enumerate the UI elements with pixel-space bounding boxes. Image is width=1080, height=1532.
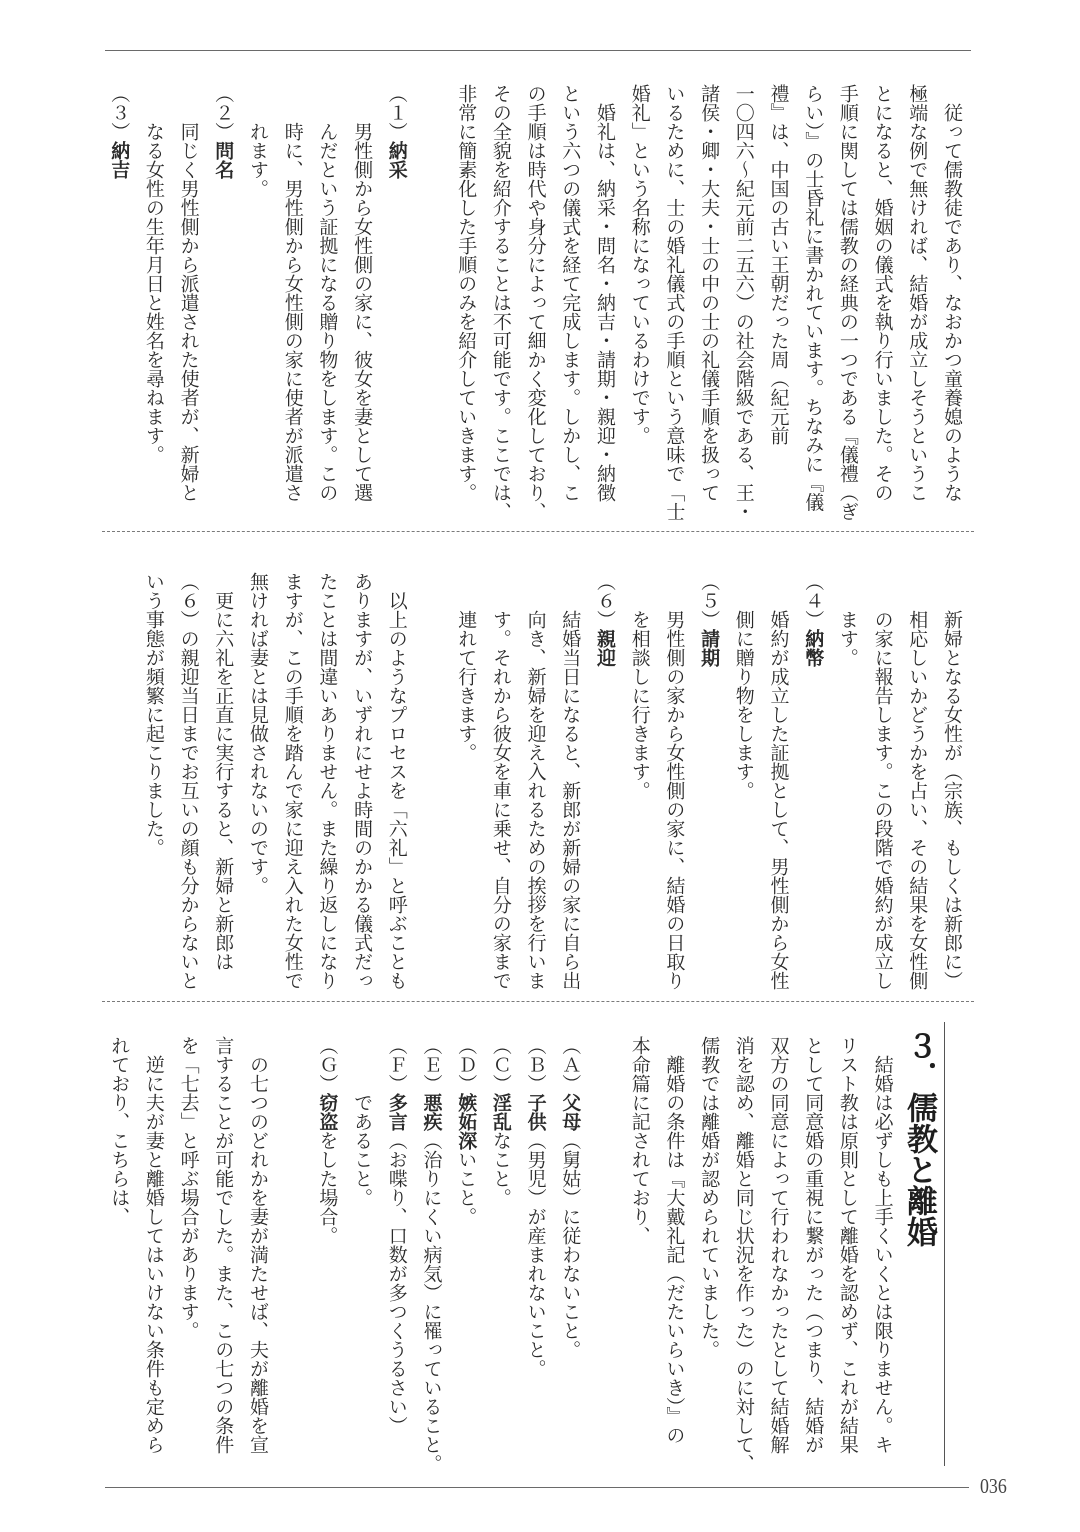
text-column: 男性側の家から女性側の家に、結婚の日取り [663,610,686,990]
text-column: であること。 [351,1093,374,1207]
list-item-marker: （６） [594,572,616,629]
list-item [385,1036,409,1435]
text-column: 向き、新婦を迎え入れるための挨拶を行いま [524,610,547,990]
text-column: 連れて行きます。 [455,610,478,762]
text-column: 時に、男性側から女性側の家に使者が派遣さ [281,122,304,502]
section-divider [102,1001,974,1002]
text-column: の七つのどれかを妻が満たせば、夫が離婚を宣 [247,1055,269,1454]
text-column: 逆に夫が妻と離婚してはいけない条件も定めら [142,1055,165,1454]
text-column: れます。 [247,122,269,198]
list-item-title: 悪疾 [420,1093,443,1131]
list-item [697,572,721,667]
text-column: 極端な例で無ければ、結婚が成立しそうというこ [906,84,929,502]
list-item-rest: （舅姑）に従わないこと。 [559,1131,582,1359]
text-column: 消を認め、離婚と同じ状況を作った）のに対して、 [732,1036,755,1473]
text-column: （６）の親迎当日までお互いの顔も分からないと [177,572,200,990]
text-column: 言することが可能でした。また、この七つの条件 [212,1036,235,1454]
list-item-rest: （治りにくい病気）に罹っていること。 [420,1131,443,1473]
list-item-title: 子供 [524,1093,547,1131]
text-column: とになると、婚姻の儀式を執り行いました。その [871,84,894,502]
list-item [211,84,235,179]
text-column: 相応しいかどうかを占い、その結果を女性側 [906,610,929,990]
list-item-title: 親迎 [594,629,616,667]
text-column: いう事態が頻繁に起こりました。 [142,572,165,857]
text-column: なる女性の生年月日と姓名を尋ねます。 [142,122,165,464]
section-divider [102,531,974,532]
text-column: 側に贈り物をします。 [732,610,755,800]
text-column: 儒教では離婚が認められていました。 [698,1036,721,1359]
text-column: 婚礼」という名称になっているわけです。 [628,84,651,445]
text-column: ます。 [836,610,859,667]
text-column: 本命篇に記されており、 [628,1036,651,1245]
list-item [385,84,409,179]
text-column: 新婦となる女性が（宗族、もしくは新郎に） [941,610,963,990]
text-column: を相談しに行きます。 [628,610,651,800]
top-rule [105,50,971,51]
text-column: んだという証拠になる贈り物をします。この [316,122,339,502]
text-column: の手順は時代や身分によって細かく変化しており、 [524,84,547,521]
list-item-title: 納采 [385,141,408,179]
list-item [420,1036,444,1473]
list-item-rest: いこと。 [455,1150,478,1226]
text-column: らい）』の士昏礼に書かれています。ちなみに『儀 [802,84,825,512]
text-column: たことは間違いありません。また繰り返しになり [316,572,339,990]
text-column: 手順に関しては儒教の経典の一つである『儀禮（ぎ [836,84,859,521]
list-item-marker: （４） [802,572,825,629]
text-column: ますが、この手順を踏んで家に迎え入れた女性で [281,572,304,990]
text-column: 同じく男性側から派遣された使者が、新婦と [177,122,200,502]
list-item [315,1036,339,1245]
list-item-rest: （お喋り、口数が多つくうるさい） [385,1131,408,1435]
text-column: 婚約が成立した証拠として、男性側から女性 [767,610,790,990]
list-item [454,1036,478,1226]
text-column: 双方の同意によって行われなかったとして結婚解 [767,1036,790,1454]
list-item-marker: （５） [698,572,721,629]
text-column: 婚礼は、納采・問名・納吉・請期・親迎・納徴 [594,103,616,502]
text-column: いるために、士の婚礼儀式の手順という意味で「士 [663,84,686,521]
bottom-rule [105,1487,969,1488]
text-column: 更に六礼を正直に実行すると、新婦と新郎は [212,591,235,971]
list-item-title: 淫乱 [489,1093,512,1131]
list-item-marker: （Ｇ） [316,1036,339,1093]
text-column: ありますが、いずれにせよ時間のかかる儀式だっ [351,572,374,990]
section-heading: ３．儒教と離婚 [901,1030,937,1247]
text-column: 禮』は、中国の古い王朝だった周（紀元前 [767,84,790,445]
list-item-title: 父母 [559,1093,582,1131]
text-column: 従って儒教徒であり、なおかつ童養媳のような [941,103,963,502]
list-item-marker: （２） [212,84,235,141]
list-item [558,1036,582,1359]
heading-rule [944,1022,945,1466]
text-column: リスト教は原則として離婚を認めず、これが結果 [836,1036,859,1454]
list-item-title: 請期 [698,629,721,667]
list-item-title: 多言 [385,1093,408,1131]
list-item [524,1036,548,1378]
list-item-marker: （３） [108,84,131,141]
list-item-title: 納幣 [802,629,825,667]
text-column: 一〇四六〜紀元前二五六）の社会階級である、王・ [732,84,755,521]
text-column: 無ければ妻とは見做されないのです。 [247,572,269,895]
list-item-title: 問名 [212,141,235,179]
list-item-marker: （Ｄ） [455,1036,478,1093]
list-item-marker: （Ｅ） [420,1036,443,1093]
text-column: 非常に簡素化した手順のみを紹介していきます。 [455,84,478,502]
text-column: 諸侯・卿・大夫・士の中の士の礼儀手順を扱って [698,84,721,502]
text-column: 結婚当日になると、新郎が新婦の家に自ら出 [559,610,582,990]
list-item-marker: （Ｆ） [385,1036,408,1093]
list-item-rest: なこと。 [489,1131,512,1207]
text-column: 離婚の条件は『大戴礼記（だたいらいき）』の [663,1055,686,1445]
page-number: 036 [980,1474,1007,1498]
text-column: す。それから彼女を車に乗せ、自分の家まで [489,610,512,990]
text-column: 結婚は必ずしも上手くいくとは限りません。キ [871,1055,894,1454]
list-item [489,1036,513,1207]
list-item-title: 納吉 [108,141,131,179]
text-column: その全貌を紹介することは不可能です。ここでは、 [489,84,512,521]
text-column: 男性側から女性側の家に、彼女を妻として選 [351,122,374,502]
text-column: を「七去」と呼ぶ場合があります。 [177,1036,200,1340]
list-item-marker: （１） [385,84,408,141]
list-item-marker: （Ａ） [559,1036,582,1093]
list-item [801,572,825,667]
text-column: の家に報告します。この段階で婚約が成立し [871,610,894,990]
text-column: れており、こちらは、 [108,1036,131,1226]
list-item-marker: （Ｃ） [489,1036,512,1093]
list-item-rest: （男児）が産まれないこと。 [524,1131,547,1378]
text-column: として同意婚の重視に繋がった（つまり、結婚が [802,1036,825,1454]
list-item [593,572,617,667]
list-item-marker: （Ｂ） [524,1036,547,1093]
text-column: という六つの儀式を経て完成します。しかし、こ [559,84,582,502]
list-item-title: 窃盗 [316,1093,339,1131]
text-column: 以上のようなプロセスを「六礼」と呼ぶことも [385,591,408,990]
list-item [107,84,131,179]
list-item-title: 嫉妬深 [455,1093,478,1150]
list-item-rest: をした場合。 [316,1131,339,1245]
